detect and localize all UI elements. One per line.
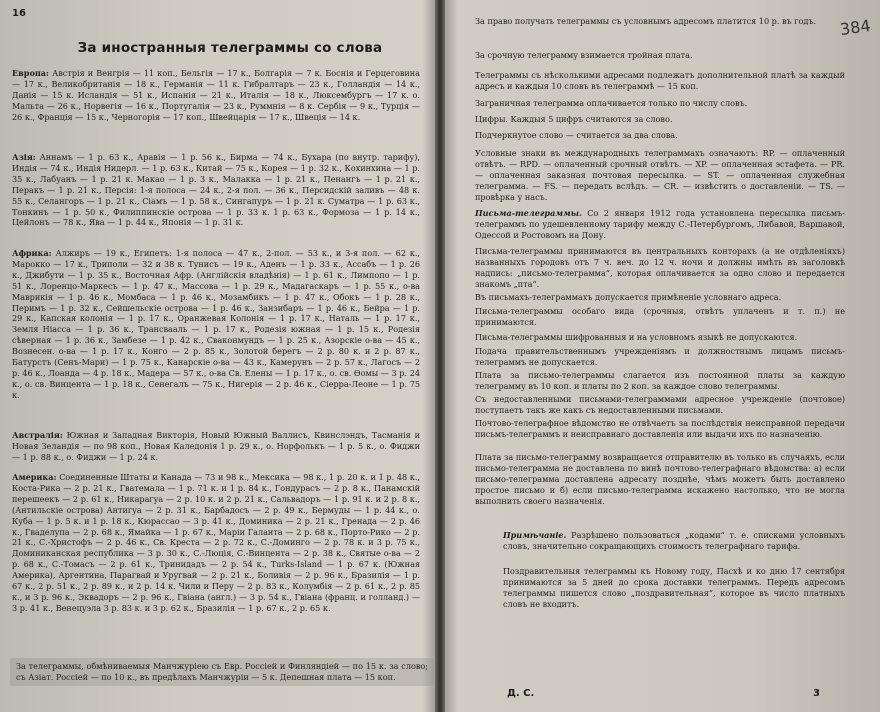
- paragraph: За право получать телеграммы съ условнымъ адресомъ платится 10 р. въ годъ.: [475, 16, 817, 26]
- region-rates: Аннамъ — 1 р. 63 к., Аравія — 1 р. 56 к., Бирма — 74 к., Бухара (по внутр. тарифу), Индія — 74 к., Индія Нидерл. — 1 р. 63 к., Китай — 75 к., Корея — 1 р. 32 к., Кохинхина — 1 р. 35 к., Лабуанъ — 1 р. 21 к. Макао — 1 р. 3 к., Малакка — 1 р. 21 к., Пенангъ — 1 р. 21 к., Перакъ — 1 р. 21 к., Персія: 1-я полоса — 24 к., 2-я пол. — 36 к., Персидскій заливъ — 48 к. 55 к., Селангоръ — 1 р. 21 к., Сіамъ — 1 р. 58 к., Сингапуръ — 1 р. 21 к. Суматра — 1 р. 63 к., Тонкинъ — 1 р. 50 к., Филиппинскіе острова — 1 р. 33 к. 1 р. 63 к., Формоза — 1 р. 14 к., Цейлонъ — 78 к., Ява — 1 р. 44 к., Японія — 1 р. 31 к.: [12, 152, 420, 228]
- paragraph: Заграничная телеграмма оплачивается только по числу словъ.: [475, 98, 748, 108]
- section-europe: [12, 68, 420, 123]
- right-page: [443, 0, 880, 712]
- manchuria-note: За телеграммы, обмѣниваемыя Манчжуріею съ Евр. Россіей и Финляндіей — по 15 к. за слово; съ Азіат. Россіей — по 10 к., въ предѣлахъ Манчжуріи — 5 к. Депешная плата — 15 коп.: [10, 658, 434, 686]
- letters-paragraph: Письма-телеграммы шифрованныя и на условномъ языкѣ не допускаются.: [475, 332, 798, 342]
- region-rates: Южная и Западная Викторія, Новый Южный Валлисъ, Квинслэндъ, Тасманія и Новая Зеландія — по 98 коп., Новая Каледонія 1 р. 29 к., о. Норфолькъ — 1 р. 5 к., о. Фиджи — 1 р. 88 к., о. Фиджи — 1 р. 24 к.: [12, 430, 420, 462]
- region-label: Азія:: [12, 152, 36, 162]
- letters-paragraph: Письма-телеграммы принимаются въ центральныхъ конторахъ (а не отдѣленіяхъ) названныхъ городовъ отъ 7 ч. веч. до 12 ч. ночи и должны имѣть въ заголовкѣ надпись: „письмо-телеграмма“, которая оплачивается за одно слово и передается знакомъ „пта“.: [475, 246, 845, 289]
- section-asia: [12, 152, 420, 228]
- section-australia: [12, 430, 420, 463]
- paragraph: За срочную телеграмму взимается тройная плата.: [475, 50, 693, 60]
- letters-paragraph: Плата за письмо-телеграмму возвращается отправителю въ только въ случаяхъ, если письмо-телеграмма не доставлена по винѣ почтово-телеграфнаго вѣдомства: а) если письмо-телеграмма доставлена адресату позднѣе, чѣмъ можетъ быть доставлено простое письмо и б) если письмо-телеграмма искажено настолько, что не могла выполнить своего назначенія.: [475, 452, 845, 506]
- letters-paragraph: Письма-телеграммы особаго вида (срочныя, отвѣтъ уплаченъ и т. п.) не принимаются.: [475, 306, 845, 327]
- letters-paragraph: Въ письмахъ-телеграммахъ допускается примѣненіе условнаго адреса.: [475, 292, 782, 302]
- letters-title: Письма-телеграммы.: [475, 208, 582, 218]
- page-number-left: 16: [12, 8, 26, 19]
- printer-mark: Д. С.: [507, 688, 535, 699]
- letters-paragraph: Подача правительственнымъ учрежденіямъ и должностнымъ лицамъ письмъ-телеграммъ не допускается.: [475, 346, 845, 367]
- letters-paragraph: Почтово-телеграфное вѣдомство не отвѣчаетъ за послѣдствія неисправной передачи письмъ-телеграммъ и неисправнаго доставленія или выдачи ихъ по назначенію.: [475, 418, 845, 439]
- region-label: Австралія:: [12, 430, 63, 440]
- holiday-note: Поздравительныя телеграммы къ Новому году, Пасхѣ и ко дню 17 сентября принимаются за 5 дней до срока доставки телеграммъ. Передъ адресомъ телеграммы пишется слово „поздравительная“, которое въ число платныхъ словъ не входитъ.: [503, 566, 845, 609]
- page-number-right: 3: [813, 688, 820, 699]
- region-label: Европа:: [12, 68, 50, 78]
- region-rates: Австрія и Венгрія — 11 коп., Бельгія — 17 к., Болгарія — 7 к. Боснія и Герцеговина — 17 к., Великобританія — 18 к., Германія — 11 к. Гибралтаръ — 23 к., Голландія — 14 к., Данія — 15 к. Исландія — 51 к., Испанія — 21 к., Италія — 18 к., Люксембургъ — 17 к. о. Мальта — 26 к., Норвегія — 16 к., Португалія — 23 к., Руммнія — 8 к. Сербія — 9 к., Турція — 26 к., Франція — 15 к., Черногорія — 17 коп., Швейцарія — 17 к., Швеція — 14 к.: [12, 68, 420, 122]
- paragraph: Телеграммы съ нѣсколькими адресами подлежатъ дополнительной платѣ за каждый адресъ и каждыя 10 словъ въ телеграммѣ — 15 коп.: [475, 70, 845, 91]
- region-label: Африка:: [12, 248, 52, 258]
- letters-intro: [475, 208, 845, 241]
- page-title: За иностранныя телеграммы со слова: [77, 40, 383, 56]
- region-rates: Алжиръ — 19 к., Египетъ: 1-я полоса — 47 к., 2-пол. — 53 к., и 3-я пол. — 62 к., Марокко — 17 к., Триполи — 32 и 38 к. Тунисъ — 19 к., Аденъ — 1 р. 33 к., Ассабъ — 1 р. 26 к., Джибути — 1 р. 35 к., Восточная Афр. (Англійскія владѣнія) — 1 р. 61 к., Лимпопо — 1 р. 51 к., Лоренцо-Маркесъ — 1 р. 47 к., Массова — 1 р. 29 к., Мадагаскаръ — 1 р. 55 к., о-ва Маврикія — 1 р. 46 к., Момбаса — 1 р. 46 к., Мозамбикъ — 1 р. 47 к., Обокъ — 1 р. 28 к., Перимъ — 1 р. 32 к., Сейшельскіе острова — 1 р. 46 к., Занзибаръ — 1 р. 46 к., Бейра — 1 р. 29 к., Капская колонія — 1 р. 17 к., Оранжевая Колонія — 1 р. 17 к., Наталь — 1 р. 17 к., Земля Ніасса — 1 р. 36 к., Трансвааль — 1 р. 17 к., Родезія южная — 1 р. 15 к., Родезія сѣверная — 1 р. 36 к., Замбезе — 1 р. 42 к., Сваконмундъ — 1 р. 25 к., Азорскіе о-ва — 45 к., Вознесен. о-ва — 1 р. 17 к., Конго — 2 р. 85 к., Золотой берегъ — 2 р. 80 к. и 2 р. 87 к., Батурстъ (Сенъ-Мари) — 1 р. 75 к., Канарскіе о-ва — 43 к., Камерунъ — 2 р. 57 к., Лагосъ — 2 р. 46 к., Лоанда — 4 р. 18 к., Мадера — 57 к., о-ва Св. Елены — 1 р. 17 к., о. св. Ѳомы — 3 р. 24 к., о. св. Винцента — 1 р. 18 к., Сенегалъ — 75 к., Нигерія — 2 р. 46 к., Сіерра-Леоне — 1 р. 75 к.: [12, 248, 420, 400]
- region-rates: Соединенные Штаты и Канада — 73 и 98 к., Мексика — 98 к., 1 р. 20 к. и 1 р. 48 к., Коста-Рика — 2 р. 21 к., Гватемала — 1 р. 71 к. и 1 р. 84 к., Гондурасъ — 2 р. 8 к., Панамскій перешеекъ — 2 р. 61 к., Никарагуа — 2 р. 10 к. и 2 р. 21 к., Сальвадоръ — 1 р. 91 к. и 2 р. 8 к., (Антильскіе острова) Антигуа — 2 р. 31 к., Барбадосъ — 2 р. 49 к., Бермуды — 1 р. 44 к., о. Куба — 1 р. 5 к. и 1 р. 18 к., Кюрассао — 3 р. 41 к., Доминика — 2 р. 21 к., Гренада — 2 р. 46 к., Гваделупа — 2 р. 68 к., Ямайка — 1 р. 67 к., Маріи Галанта — 2 р. 68 к., Порто-Рико — 2 р. 21 к., С.-Христофъ — 2 р. 46 к., Св. Креста — 2 р. 72 к., С.-Доминго — 2 р. 78 к. и 3 р. 75 к., Доминиканская республика — 3 р. 30 к., С.-Люція, С.-Винцента — 2 р. 38 к., Святые о-ва — 2 р. 68 к., С.-Томасъ — 2 р. 61 к., Тринидадъ — 2 р. 54 к., Turks-Island — 1 р. 67 к. (Южная Америка), Аргентина, Парагвай и Уругвай — 2 р. 21 к., Боливія — 2 р. 96 к., Бразилія — 1 р. 67 к., 2 р. 51 к., 2 р. 89 к., и 2 р. 14 к. Чили и Перу — 2 р. 83 к., Колумбія — 2 р. 61 к., 2 р. 85 к., и 3 р. 96 к., Эквадоръ — 2 р. 96 к., Гвіана (англ.) — 3 р. 54 к., Гвіана (франц. и голланд.) — 3 р. 41 к., Венецуэла 3 р. 83 к. и 3 р. 62 к., Бразилія — 1 р. 67 к., 2 р. 65 к.: [12, 472, 420, 613]
- letters-text: Со 2 января 1912 года установлена пересылка письмъ-телеграммъ по удешевленному тарифу между С.-Петербургомъ, Либавой, Варшавой, Одессой и Ростовомъ на Дону.: [475, 208, 845, 240]
- left-page: [0, 0, 437, 712]
- note-text: Разрѣшено пользоваться „кодами“ т. е. списками условныхъ словъ, значительно сокращающихъ стоимость телеграфнаго тарифа.: [503, 530, 846, 551]
- section-america: [12, 472, 420, 614]
- letters-paragraph: Плата за письмо-телеграммы слагается изъ постоянной платы за каждую телеграмму въ 10 коп. и платы по 2 коп. за каждое слово телеграммы.: [475, 370, 845, 391]
- paragraph: Подчеркнутое слово — считается за два слова.: [475, 130, 678, 140]
- letters-paragraph: Съ недоставленными письмами-телеграммами адресное учрежденіе (почтовое) поступаетъ такъ же какъ съ недоставленными письмами.: [475, 394, 845, 415]
- note-label: Примѣчаніе.: [503, 530, 567, 540]
- codes-note: [503, 530, 845, 552]
- section-africa: [12, 248, 420, 401]
- handwritten-folio: 384: [838, 15, 872, 40]
- region-label: Америка:: [12, 472, 57, 482]
- paragraph: Условные знаки въ международныхъ телеграммахъ означаютъ: RP. — оплаченный отвѣтъ. — RPD. — оплаченный срочный отвѣтъ. — XP. — оплаченная эстафета. — PR. — оплаченная заказная почтовая пересылка. — ST. — оплаченная служебная телеграмма. — FS. — передать вслѣдъ. — CR. — извѣстить о доставленіи. — TS. — провѣрка у насъ.: [475, 148, 845, 202]
- paragraph: Цифры. Каждыя 5 цифръ считаются за слово.: [475, 114, 673, 124]
